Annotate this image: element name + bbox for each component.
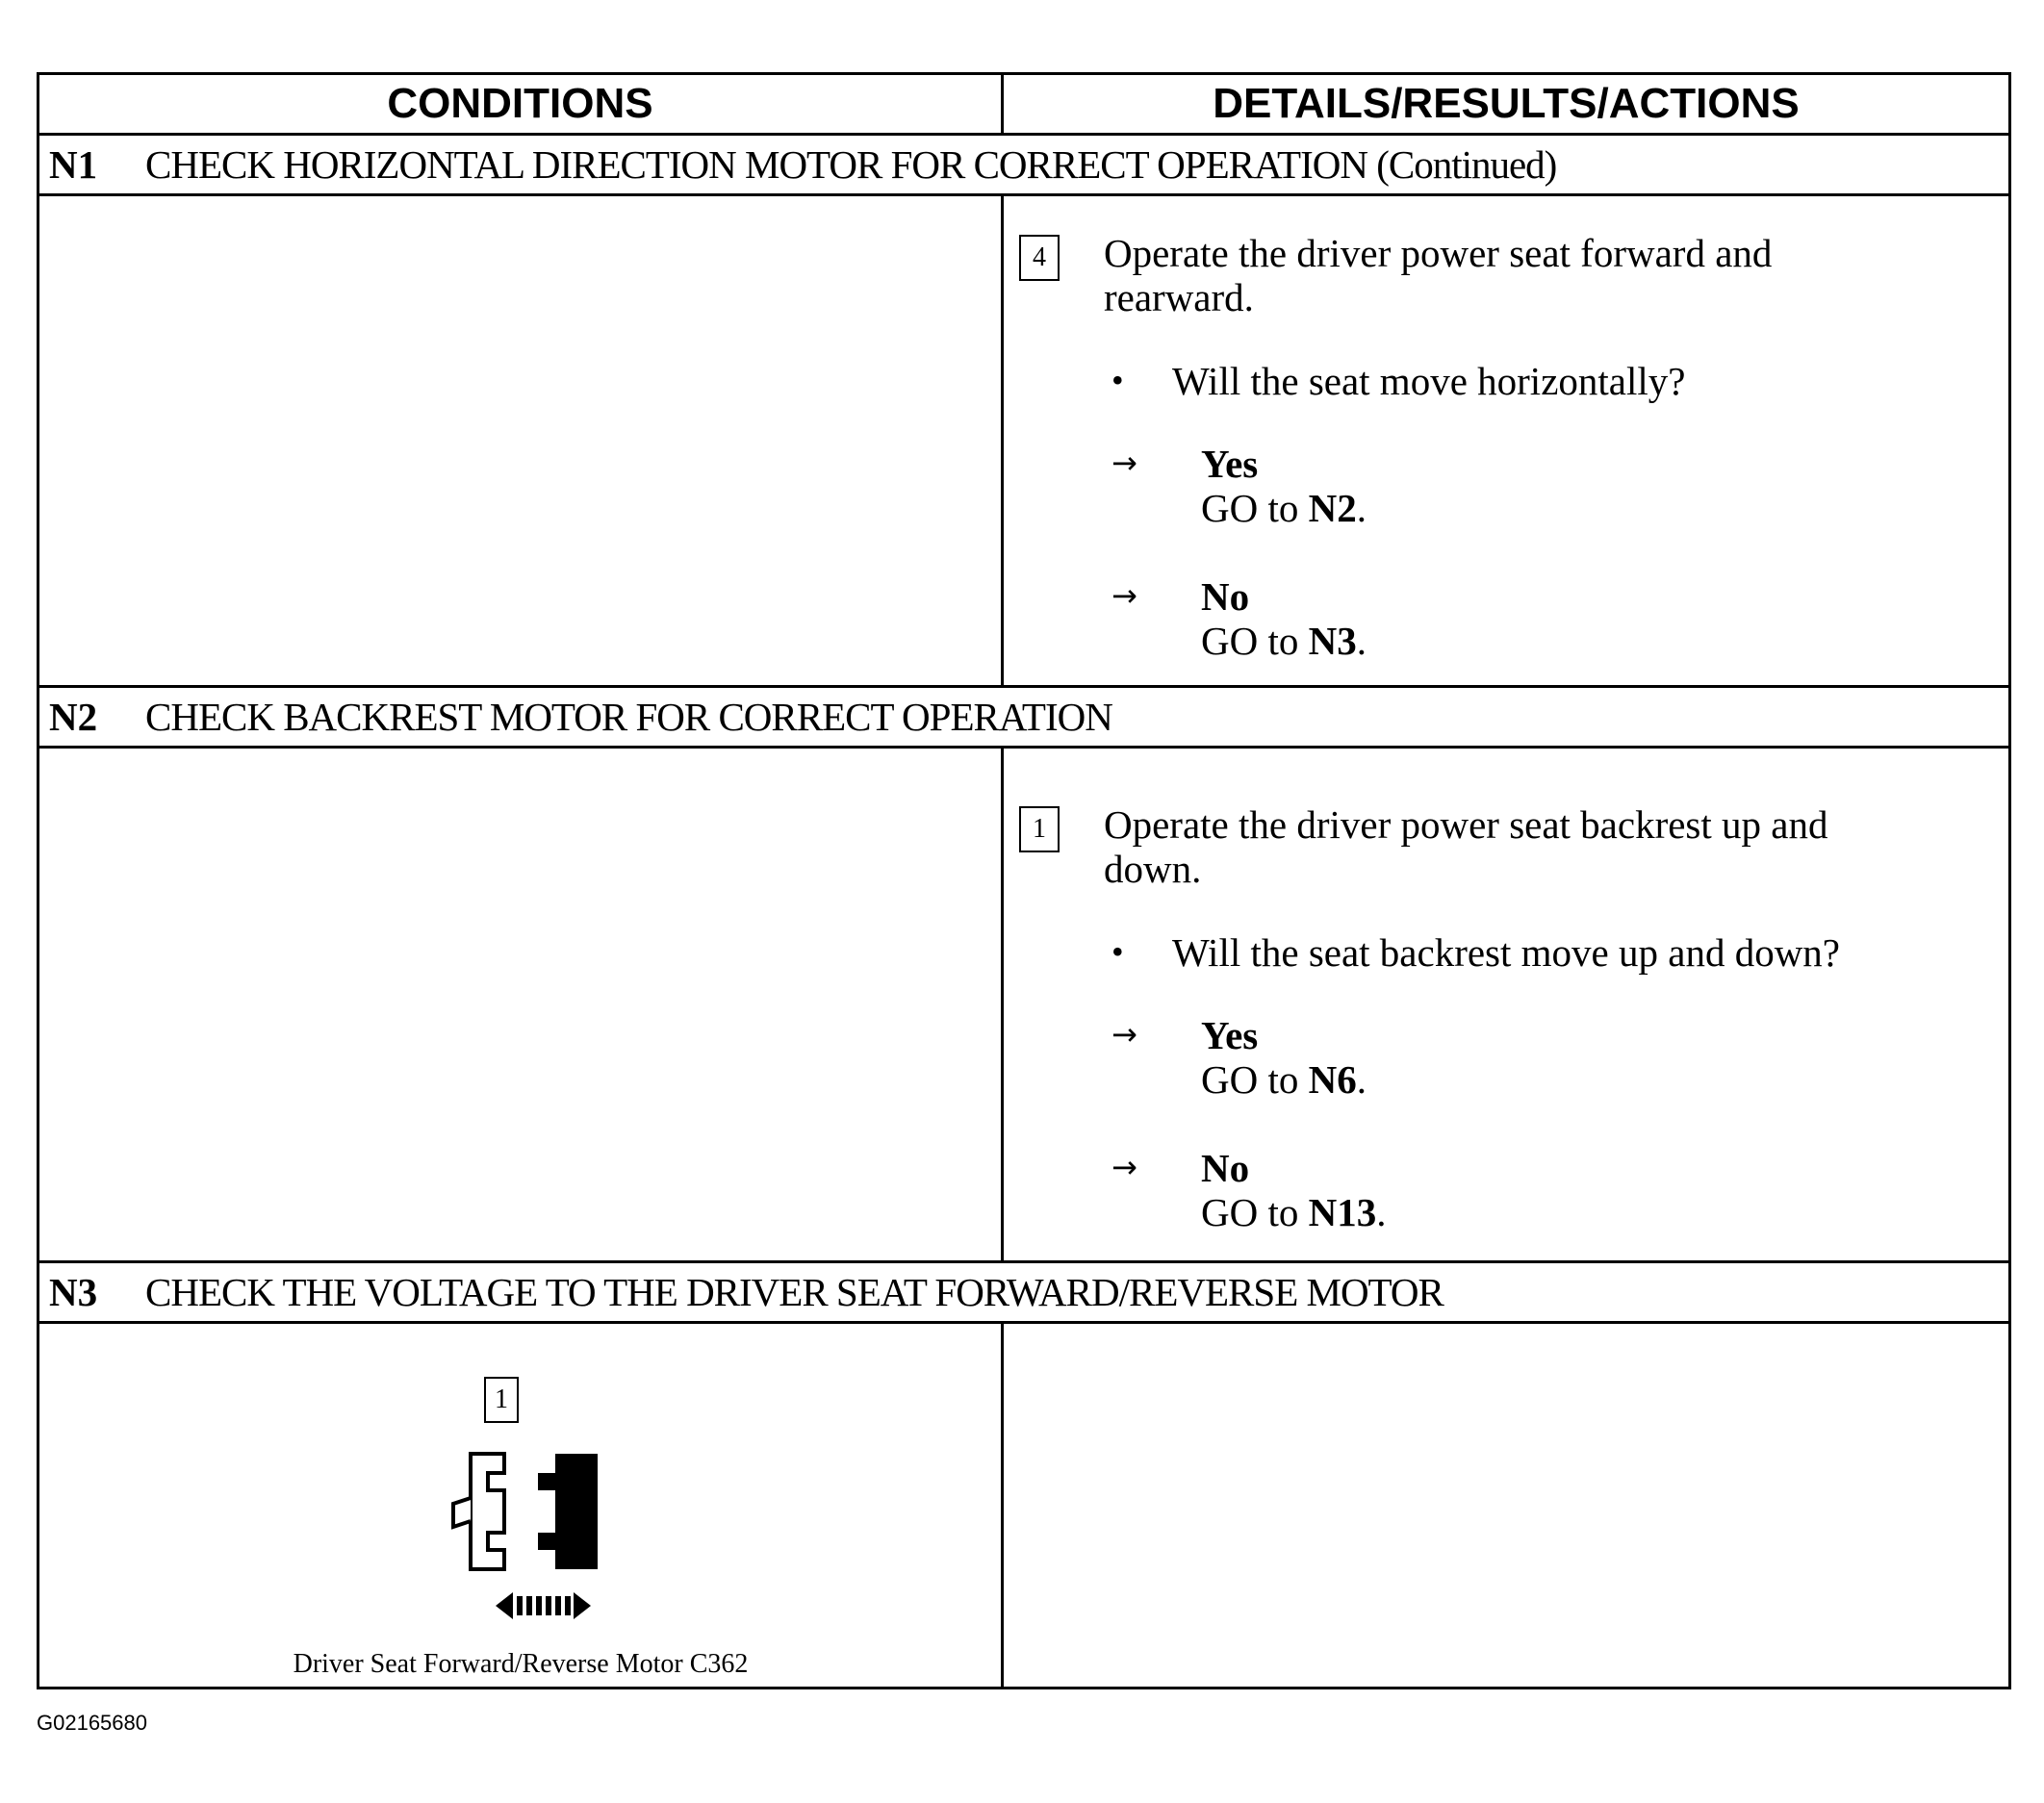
yes-goto: GO to N2.: [1201, 486, 1367, 530]
details-header: DETAILS/RESULTS/ACTIONS: [1004, 75, 2008, 136]
figure-id: G02165680: [37, 1711, 147, 1735]
arrow-right-icon: →: [1111, 444, 1137, 481]
step-title: CHECK BACKREST MOTOR FOR CORRECT OPERATION: [145, 695, 1112, 739]
arrow-right-icon: →: [1111, 1016, 1137, 1053]
bullet-icon: •: [1111, 932, 1124, 971]
yes-label: Yes: [1201, 442, 1259, 486]
step-number-box: 4: [1019, 235, 1060, 281]
connector-female-shape: [538, 1454, 598, 1569]
step-id: N3: [49, 1270, 98, 1314]
connector-icon: [413, 1444, 644, 1627]
conditions-header: CONDITIONS: [39, 75, 1004, 136]
step-n2-body: [39, 749, 2008, 1263]
connector-tab-shape: [453, 1498, 471, 1527]
connector-caption: Driver Seat Forward/Reverse Motor C362: [293, 1649, 749, 1679]
no-label: No: [1201, 1146, 1250, 1190]
details-cell: [1004, 196, 2008, 685]
connector-male-shape: [471, 1454, 504, 1569]
no-goto: GO to N3.: [1201, 619, 1367, 663]
conditions-cell: [39, 1324, 1004, 1687]
arrow-shaft: [517, 1596, 571, 1615]
diagnostic-table: [37, 72, 2011, 1689]
question-text: Will the seat backrest move up and down?: [1172, 930, 1840, 975]
yes-goto: GO to N6.: [1201, 1057, 1367, 1102]
yes-label: Yes: [1201, 1013, 1259, 1057]
conditions-cell: [39, 749, 1004, 1260]
bullet-icon: •: [1111, 361, 1124, 399]
details-cell: [1004, 1324, 2008, 1687]
arrow-left-head: [496, 1592, 513, 1619]
step-n1-title-row: [39, 136, 2008, 196]
no-label: No: [1201, 574, 1250, 619]
step-title: CHECK HORIZONTAL DIRECTION MOTOR FOR CORRECT OPERATION (Continued): [145, 142, 1557, 187]
step-n2-title-row: [39, 688, 2008, 749]
step-number-box: 1: [484, 1377, 519, 1423]
arrow-right-icon: →: [1111, 577, 1137, 614]
details-cell: [1004, 749, 2008, 1260]
step-title: CHECK THE VOLTAGE TO THE DRIVER SEAT FORWARD/REVERSE MOTOR: [145, 1270, 1444, 1314]
goto-target[interactable]: N6: [1308, 1057, 1357, 1102]
goto-target[interactable]: N13: [1308, 1190, 1377, 1234]
goto-target[interactable]: N2: [1308, 486, 1357, 530]
arrow-right-head: [574, 1592, 591, 1619]
step-n1-body: [39, 196, 2008, 688]
step-number-box: 1: [1019, 806, 1060, 852]
no-goto: GO to N13.: [1201, 1190, 1387, 1234]
step-id: N2: [49, 695, 98, 739]
instruction-text: Operate the driver power seat backrest up and down.: [1104, 802, 1828, 891]
step-id: N1: [49, 142, 98, 187]
question-text: Will the seat move horizontally?: [1172, 359, 1686, 403]
step-n3-body: [39, 1324, 2008, 1687]
instruction-text: Operate the driver power seat forward and rearward.: [1104, 231, 1773, 319]
conditions-cell: [39, 196, 1004, 685]
goto-target[interactable]: N3: [1308, 619, 1357, 663]
step-n3-title-row: [39, 1263, 2008, 1324]
arrow-right-icon: →: [1111, 1149, 1137, 1185]
